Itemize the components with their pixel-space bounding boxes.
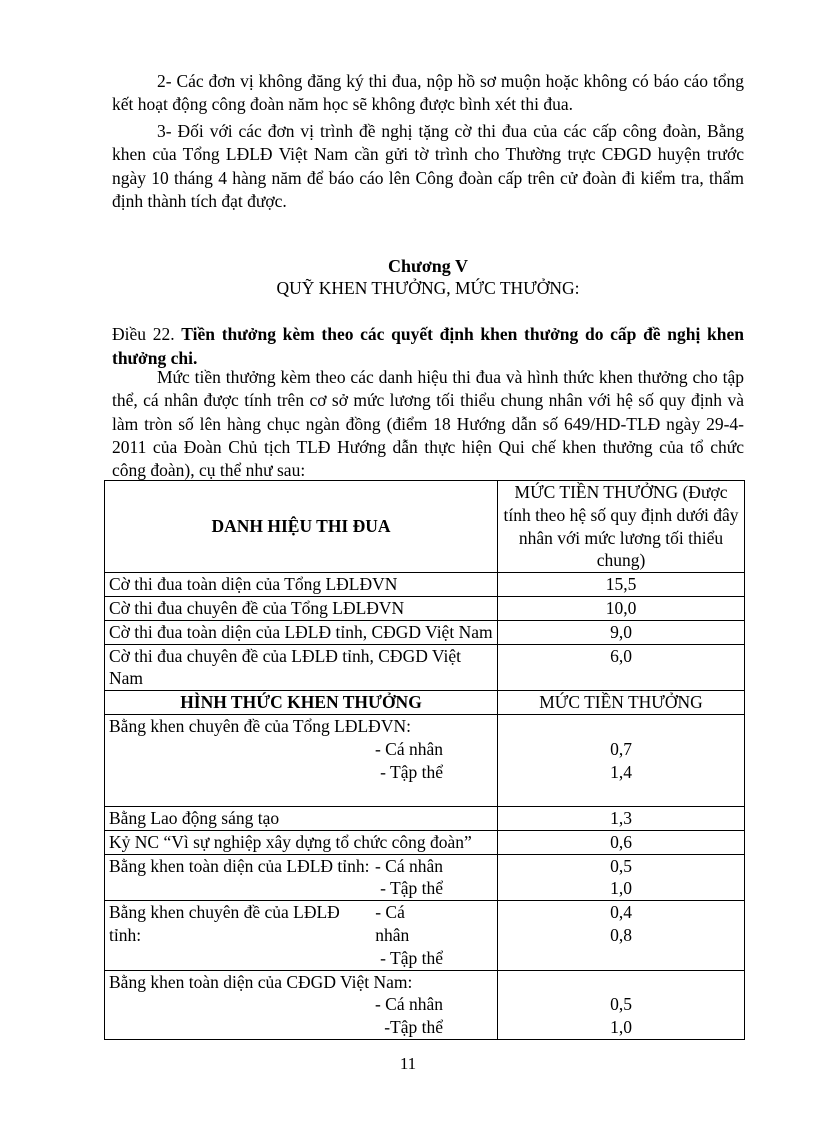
form-values (498, 901, 745, 970)
individual-label: - Cá nhân (374, 738, 443, 759)
form-name: Bằng khen toàn diện của CĐGD Việt Nam: (109, 971, 413, 992)
individual-value: 0,5 (610, 994, 632, 1015)
forms-amount-header: MỨC TIỀN THƯỞNG (498, 691, 745, 715)
table-row (105, 806, 745, 830)
table-row (105, 714, 745, 806)
table-row (105, 573, 745, 597)
form-value: 1,3 (498, 806, 745, 830)
page-number: 11 (399, 1054, 417, 1073)
collective-label: - Tập thể (380, 878, 443, 899)
article-22: Điều 22. Tiền thưởng kèm theo các quyết định khen thưởng do cấp đề nghị khen thưởng chi. (112, 324, 744, 368)
title-name: Cờ thi đua toàn diện của Tổng LĐLĐVN (105, 573, 498, 597)
form-cell (105, 714, 498, 806)
collective-label: -Tập thể (384, 1017, 443, 1038)
title-name: Cờ thi đua chuyên đề của LĐLĐ tỉnh, CĐGD Việt Nam (105, 644, 498, 691)
individual-value: 0,4 (610, 902, 632, 923)
individual-label: - Cá nhân (375, 902, 410, 945)
individual-label: - Cá nhân (374, 855, 443, 876)
header-title-cell: DANH HIỆU THI ĐUA (105, 481, 498, 573)
title-value: 9,0 (498, 620, 745, 644)
individual-value: 0,7 (610, 738, 632, 759)
collective-value: 0,8 (610, 924, 632, 945)
form-value: 0,6 (498, 830, 745, 854)
form-values (498, 970, 745, 1039)
collective-label: - Tập thể (380, 761, 443, 782)
table-row (105, 830, 745, 854)
form-name: Bằng khen chuyên đề của LĐLĐ tỉnh: (109, 902, 340, 945)
chapter-title: Chương V (388, 256, 468, 276)
table-row (105, 596, 745, 620)
form-values (498, 714, 745, 806)
individual-value: 0,5 (610, 855, 632, 876)
forms-header: HÌNH THỨC KHEN THƯỞNG (105, 691, 498, 715)
collective-label: - Tập thể (380, 947, 443, 968)
title-value: 15,5 (498, 573, 745, 597)
table-row (105, 691, 745, 715)
form-cell (105, 854, 498, 901)
individual-label: - Cá nhân (374, 994, 443, 1015)
collective-value: 1,0 (610, 1017, 632, 1038)
article-body: Mức tiền thưởng kèm theo các danh hiệu thi đua và hình thức khen thưởng cho tập thể, cá nhân được tính trên cơ sở mức lương tối thiểu chung nhân với hệ số quy định và làm tròn số lên hàng chục ngàn đồng (điểm 18 Hướng dẫn số 649/HD-TLĐ ngày 29-4-2011 của Đoàn Chủ tịch TLĐ Hướng dẫn thực hiện Qui chế khen thưởng của tổ chức công đoàn), cụ thể như sau: (112, 367, 744, 481)
reward-table (104, 480, 745, 1040)
header-amount-cell: MỨC TIỀN THƯỞNG (Được tính theo hệ số quy định dưới đây nhân với mức lương tối thiểu chung) (498, 481, 745, 573)
title-name: Cờ thi đua toàn diện của LĐLĐ tỉnh, CĐGD Việt Nam (105, 620, 498, 644)
form-values (498, 854, 745, 901)
title-value: 6,0 (498, 644, 745, 691)
form-cell (105, 901, 498, 970)
table-row (105, 620, 745, 644)
article-label: Điều 22 (112, 324, 171, 344)
table-row (105, 854, 745, 901)
collective-value: 1,0 (610, 878, 632, 899)
table-row (105, 901, 745, 970)
table-row (105, 970, 745, 1039)
form-name: Bằng khen chuyên đề của Tổng LĐLĐVN: (109, 715, 411, 736)
collective-value: 1,4 (610, 761, 632, 782)
table-row (105, 644, 745, 691)
paragraph-3: 3- Đối với các đơn vị trình đề nghị tặng cờ thi đua của các cấp công đoàn, Bằng khen của Tổng LĐLĐ Việt Nam cần gửi tờ trình cho Thường trực CĐGD huyện trước ngày 10 tháng 4 hàng năm để báo cáo lên Công đoàn cấp trên cử đoàn đi kiểm tra, thẩm định thành tích đạt được. (112, 121, 744, 211)
form-name: Bằng khen toàn diện của LĐLĐ tỉnh: (109, 855, 370, 876)
article-heading: Tiền thưởng kèm theo các quyết định khen thưởng do cấp đề nghị khen thưởng chi. (112, 324, 744, 368)
form-name: Bằng Lao động sáng tạo (105, 806, 498, 830)
chapter-subtitle: QUỸ KHEN THƯỞNG, MỨC THƯỞNG: (276, 278, 580, 298)
paragraph-2: 2- Các đơn vị không đăng ký thi đua, nộp hồ sơ muộn hoặc không có báo cáo tổng kết hoạt động công đoàn năm học sẽ không được bình xét thi đua. (112, 71, 744, 115)
form-name: Kỷ NC “Vì sự nghiệp xây dựng tổ chức công đoàn” (105, 830, 498, 854)
title-name: Cờ thi đua chuyên đề của Tổng LĐLĐVN (105, 596, 498, 620)
form-cell (105, 970, 498, 1039)
title-value: 10,0 (498, 596, 745, 620)
